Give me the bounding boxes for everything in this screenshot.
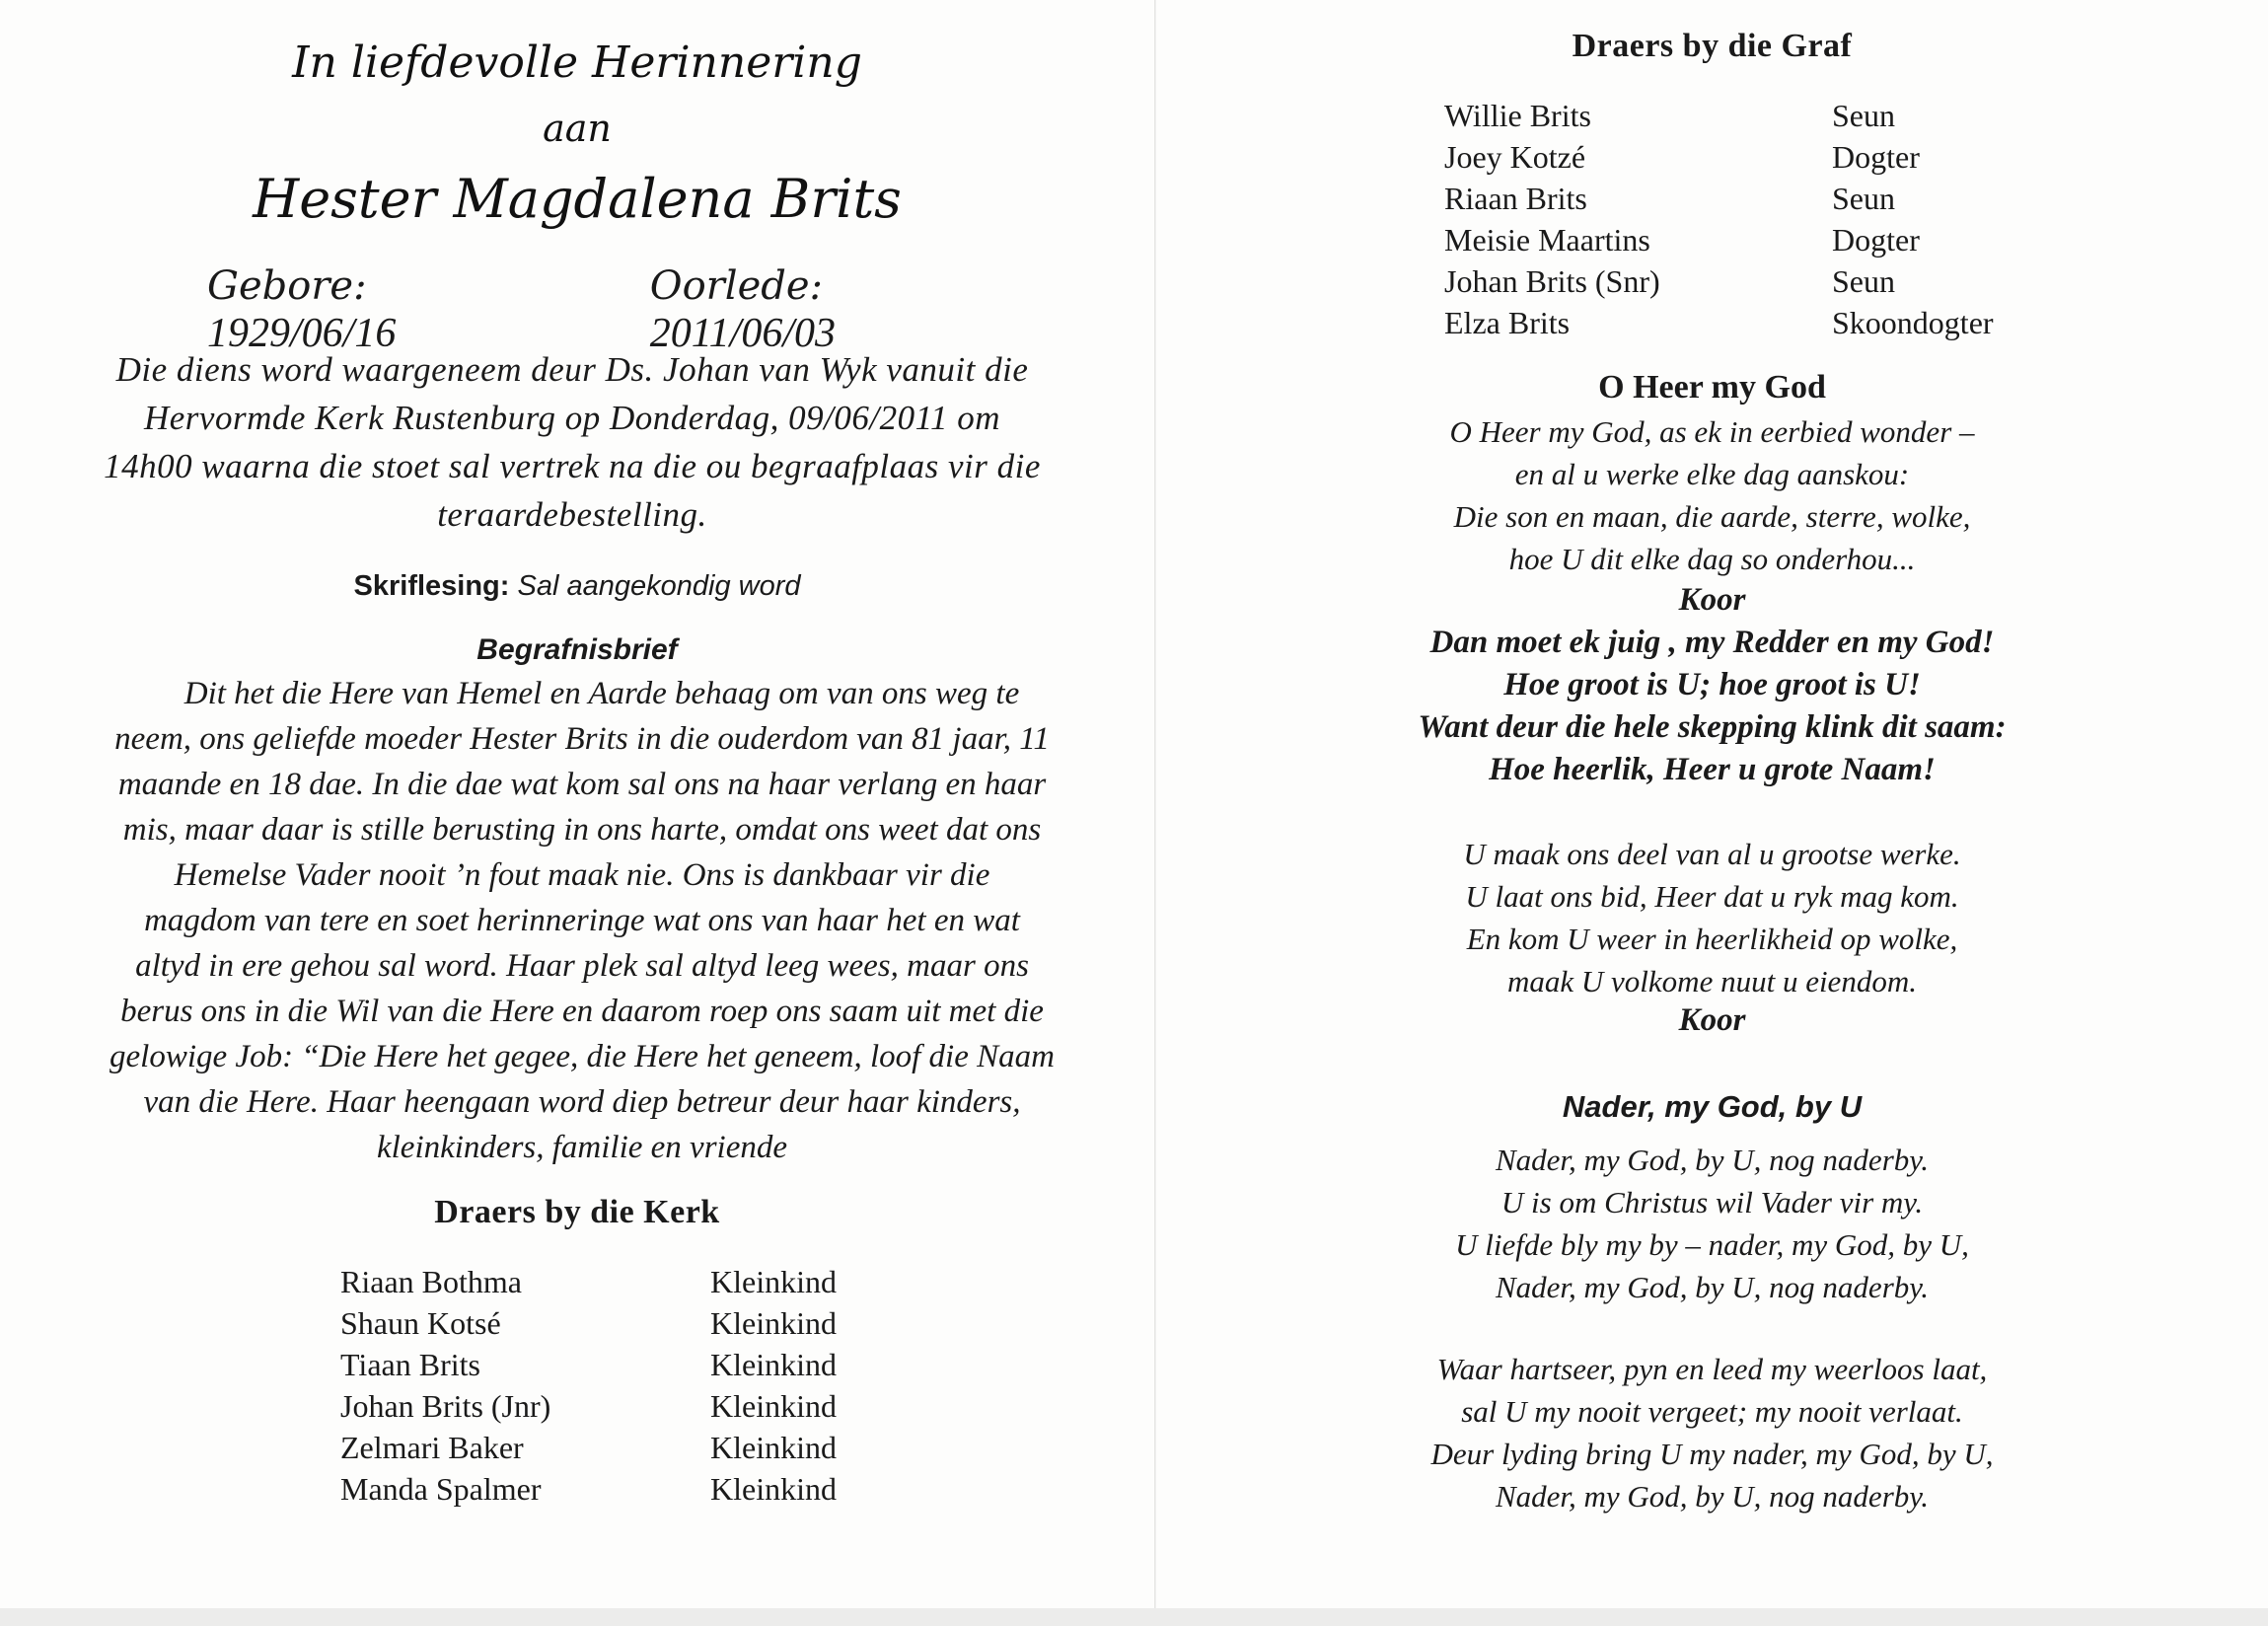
bearer-name: Tiaan Brits	[340, 1347, 480, 1382]
verse-line: Deur lyding bring U my nader, my God, by U,	[1430, 1437, 1994, 1471]
chorus-line: Want deur die hele skepping klink dit saam:	[1418, 709, 2007, 745]
deceased-name: Hester Magdalena Brits	[253, 168, 902, 230]
bearer-relation: Kleinkind	[710, 1388, 837, 1424]
bearer-relation: Skoondogter	[1832, 305, 1994, 340]
born-label: Gebore:	[207, 263, 367, 309]
letter-line: mis, maar daar is stille berusting in ons harte, omdat ons weet dat ons	[122, 812, 1042, 848]
memorial-aan: aan	[543, 107, 612, 150]
church-bearers-list	[340, 1261, 837, 1510]
list-item	[340, 1344, 837, 1385]
bearer-relation: Kleinkind	[710, 1347, 837, 1382]
scripture-value: Sal aangekondig word	[517, 570, 801, 602]
bearer-name: Johan Brits (Jnr)	[340, 1388, 551, 1424]
list-item	[340, 1302, 837, 1344]
letter-line: van die Here. Haar heengaan word diep betreur deur haar kinders,	[143, 1084, 1021, 1120]
hymn-verse	[1156, 1139, 2268, 1308]
service-line: Die diens word waargeneem deur Ds. Johan van Wyk vanuit die	[115, 350, 1029, 389]
bearer-relation: Dogter	[1832, 139, 1920, 175]
service-details	[59, 345, 1085, 539]
bearer-relation: Kleinkind	[710, 1471, 837, 1507]
verse-line: sal U my nooit vergeet; my nooit verlaat.	[1461, 1394, 1963, 1429]
verse-line: Die son en maan, die aarde, sterre, wolke,	[1453, 499, 1971, 534]
bearer-name: Joey Kotzé	[1444, 139, 1586, 175]
scripture-label: Skriflesing:	[353, 570, 510, 602]
letter-line: Hemelse Vader nooit ’n fout maak nie. Ons is dankbaar vir die	[174, 857, 990, 893]
letter-line: kleinkinders, familie en vriende	[376, 1130, 788, 1165]
bearer-name: Meisie Maartins	[1444, 222, 1650, 258]
hymn-verse	[1156, 833, 2268, 1002]
bearer-relation: Kleinkind	[710, 1305, 837, 1341]
bearer-relation: Kleinkind	[710, 1264, 837, 1299]
verse-line: U maak ons deel van al u grootse werke.	[1463, 837, 1961, 871]
life-dates	[207, 262, 1016, 357]
bearer-name: Riaan Brits	[1444, 181, 1587, 216]
letter-line: gelowige Job: “Die Here het gegee, die Here het geneem, loof die Naam	[110, 1039, 1055, 1074]
birth-date	[207, 262, 563, 357]
chorus-line: Dan moet ek juig , my Redder en my God!	[1429, 625, 1995, 660]
right-page	[1156, 0, 2268, 1608]
verse-line: Nader, my God, by U, nog naderby.	[1495, 1270, 1930, 1304]
funeral-letter	[59, 671, 1105, 1170]
verse-line: U liefde bly my by – nader, my God, by U,	[1455, 1227, 1969, 1262]
list-item	[340, 1385, 837, 1427]
hymn-title: Nader, my God, by U	[1562, 1089, 1863, 1124]
verse-line: Waar hartseer, pyn en leed my weerloos laat,	[1436, 1352, 1988, 1386]
bearer-name: Johan Brits (Snr)	[1444, 263, 1660, 299]
bearer-name: Riaan Bothma	[340, 1264, 522, 1299]
chorus-line: Hoe heerlik, Heer u grote Naam!	[1489, 752, 1936, 787]
letter-line: magdom van tere en soet herinneringe wat ons van haar het en wat	[144, 903, 1020, 938]
verse-line: U is om Christus wil Vader vir my.	[1500, 1185, 1924, 1220]
verse-line: U laat ons bid, Heer dat u ryk mag kom.	[1465, 879, 1959, 914]
hymn-verse	[1156, 410, 2268, 580]
death-date	[650, 262, 1016, 357]
service-line: 14h00 waarna die stoet sal vertrek na die ou begraafplaas vir die	[104, 447, 1041, 485]
letter-line: maande en 18 dae. In die dae wat kom sal ons na haar verlang en haar	[117, 767, 1047, 802]
verse-line: Nader, my God, by U, nog naderby.	[1495, 1479, 1930, 1514]
chorus-line: Hoe groot is U; hoe groot is U!	[1503, 667, 1921, 702]
chorus	[1156, 622, 2268, 791]
list-item	[1444, 178, 1994, 219]
bearer-relation: Seun	[1832, 98, 1895, 133]
died-value: 2011/06/03	[649, 311, 837, 356]
scripture-reading	[0, 570, 1154, 603]
verse-line: en al u werke elke dag aanskou:	[1514, 457, 1910, 491]
bearer-relation: Dogter	[1832, 222, 1920, 258]
hymn-title: O Heer my God	[1598, 369, 1826, 406]
memorial-heading: In liefdevolle Herinnering	[292, 37, 862, 88]
verse-line: En kom U weer in heerlikheid op wolke,	[1466, 922, 1958, 956]
list-item	[1444, 95, 1994, 136]
bearer-relation: Kleinkind	[710, 1430, 837, 1465]
service-line: teraardebestelling.	[437, 495, 707, 534]
bearer-name: Willie Brits	[1444, 98, 1591, 133]
funeral-letter-heading: Begrafnisbrief	[476, 633, 678, 666]
list-item	[1444, 136, 1994, 178]
bearer-name: Shaun Kotsé	[340, 1305, 501, 1341]
grave-bearers-list	[1444, 95, 1994, 343]
letter-line: Dit het die Here van Hemel en Aarde behaag om van ons weg te	[183, 676, 1020, 711]
bearer-name: Zelmari Baker	[340, 1430, 524, 1465]
hymn-verse	[1156, 1348, 2268, 1517]
letter-line: berus ons in die Wil van die Here en daarom roep ons saam uit met die	[120, 994, 1044, 1029]
service-line: Hervormde Kerk Rustenburg op Donderdag, 09/06/2011 om	[143, 399, 1001, 437]
verse-line: hoe U dit elke dag so onderhou...	[1508, 542, 1916, 576]
verse-line: O Heer my God, as ek in eerbied wonder –	[1449, 414, 1975, 449]
scan-edge	[0, 1608, 2268, 1626]
born-value: 1929/06/16	[207, 311, 397, 356]
died-label: Oorlede:	[649, 263, 823, 309]
grave-bearers-heading: Draers by die Graf	[1572, 28, 1853, 64]
list-item	[340, 1261, 837, 1302]
list-item	[1444, 302, 1994, 343]
list-item	[1444, 219, 1994, 260]
bearer-name: Elza Brits	[1444, 305, 1571, 340]
church-bearers-heading: Draers by die Kerk	[434, 1194, 720, 1230]
chorus-label: Koor	[1678, 1002, 1746, 1038]
list-item	[340, 1427, 837, 1468]
bearer-relation: Seun	[1832, 181, 1895, 216]
list-item	[340, 1468, 837, 1510]
list-item	[1444, 260, 1994, 302]
letter-line: altyd in ere gehou sal word. Haar plek sal altyd leeg wees, maar ons	[135, 948, 1029, 984]
chorus-label: Koor	[1678, 582, 1746, 618]
verse-line: maak U volkome nuut u eiendom.	[1507, 964, 1917, 998]
bearer-relation: Seun	[1832, 263, 1895, 299]
verse-line: Nader, my God, by U, nog naderby.	[1495, 1143, 1930, 1177]
letter-line: neem, ons geliefde moeder Hester Brits in die ouderdom van 81 jaar, 11	[114, 721, 1050, 757]
bearer-name: Manda Spalmer	[340, 1471, 542, 1507]
